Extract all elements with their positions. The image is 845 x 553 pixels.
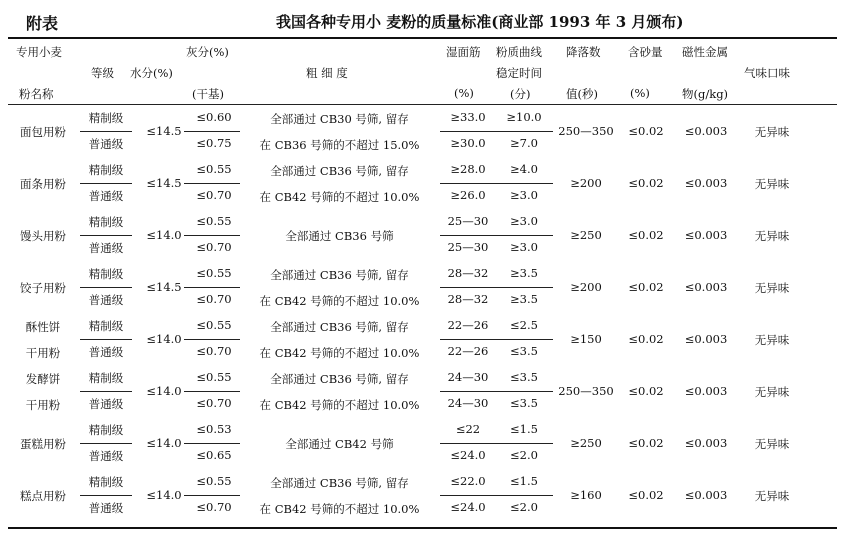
magnetic-metal-value: ≤0.003 [684, 436, 728, 450]
grade-label: 精制级 [88, 215, 124, 229]
odor-value: 无异味 [754, 281, 790, 295]
top-rule [8, 37, 837, 39]
fineness-line1: 全部通过 CB36 号筛, 留存 [270, 268, 409, 282]
header-sand: 含砂量 [628, 45, 663, 59]
wet-gluten-value: ≥28.0 [450, 162, 486, 176]
odor-value: 无异味 [754, 177, 790, 191]
falling-number-value: ≥150 [570, 332, 602, 346]
sand-content-value: ≤0.02 [628, 488, 664, 502]
ash-value: ≤0.70 [196, 240, 232, 254]
wet-gluten-value: 24—30 [447, 370, 489, 384]
gluten-divider [440, 183, 553, 184]
magnetic-metal-value: ≤0.003 [684, 384, 728, 398]
moisture-value: ≤14.0 [146, 436, 182, 450]
wet-gluten-value: ≥33.0 [450, 110, 486, 124]
grade-label: 精制级 [88, 111, 124, 125]
moisture-value: ≤14.5 [146, 280, 182, 294]
falling-number-value: ≥200 [570, 280, 602, 294]
moisture-value: ≤14.5 [146, 176, 182, 190]
header-wet-gluten-unit: (%) [454, 86, 474, 100]
sand-content-value: ≤0.02 [628, 228, 664, 242]
wet-gluten-value: 28—32 [447, 292, 489, 306]
flour-type-name-line2: 干用粉 [25, 346, 61, 360]
grade-divider [80, 131, 132, 132]
magnetic-metal-value: ≤0.003 [684, 280, 728, 294]
ash-value: ≤0.70 [196, 344, 232, 358]
stability-time-value: ≥3.0 [510, 240, 538, 254]
gluten-divider [440, 235, 553, 236]
wet-gluten-value: 25—30 [447, 240, 489, 254]
grade-divider [80, 183, 132, 184]
grade-label: 普通级 [88, 137, 124, 151]
stability-time-value: ≥3.0 [510, 214, 538, 228]
fineness-line1: 全部通过 CB30 号筛, 留存 [270, 112, 409, 126]
stability-time-value: ≥3.5 [510, 292, 538, 306]
ash-divider [184, 287, 240, 288]
ash-value: ≤0.55 [196, 318, 232, 332]
magnetic-metal-value: ≤0.003 [684, 488, 728, 502]
flour-type-name: 面条用粉 [20, 177, 66, 191]
header-grade: 等级 [91, 66, 114, 80]
header-type-line2: 粉名称 [19, 87, 54, 101]
grade-label: 精制级 [88, 163, 124, 177]
grade-label: 精制级 [88, 371, 124, 385]
header-stability-line1: 粉质曲线 [496, 45, 542, 59]
grade-divider [80, 495, 132, 496]
odor-value: 无异味 [754, 125, 790, 139]
bottom-rule [8, 527, 837, 529]
ash-value: ≤0.55 [196, 474, 232, 488]
moisture-value: ≤14.0 [146, 384, 182, 398]
grade-label: 普通级 [88, 241, 124, 255]
falling-number-value: 250—350 [558, 384, 614, 398]
stability-time-value: ≤2.0 [510, 448, 538, 462]
moisture-value: ≤14.5 [146, 124, 182, 138]
falling-number-value: ≥160 [570, 488, 602, 502]
wet-gluten-value: 24—30 [447, 396, 489, 410]
ash-divider [184, 391, 240, 392]
flour-type-name-line2: 干用粉 [25, 398, 61, 412]
fineness-line2: 在 CB36 号筛的不超过 15.0% [259, 138, 420, 152]
moisture-value: ≤14.0 [146, 228, 182, 242]
grade-label: 普通级 [88, 397, 124, 411]
ash-divider [184, 131, 240, 132]
gluten-divider [440, 391, 553, 392]
magnetic-metal-value: ≤0.003 [684, 228, 728, 242]
ash-divider [184, 183, 240, 184]
wet-gluten-value: ≤24.0 [450, 448, 486, 462]
wet-gluten-value: ≥30.0 [450, 136, 486, 150]
ash-value: ≤0.70 [196, 500, 232, 514]
magnetic-metal-value: ≤0.003 [684, 176, 728, 190]
moisture-value: ≤14.0 [146, 332, 182, 346]
gluten-divider [440, 443, 553, 444]
grade-divider [80, 339, 132, 340]
fineness-line2: 在 CB42 号筛的不超过 10.0% [259, 398, 420, 412]
fineness-line1: 全部通过 CB36 号筛, 留存 [270, 320, 409, 334]
header-stability-unit: (分) [510, 87, 531, 101]
falling-number-value: ≥200 [570, 176, 602, 190]
stability-time-value: ≤3.5 [510, 344, 538, 358]
header-ash: 灰分(%) [186, 45, 229, 59]
wet-gluten-value: 22—26 [447, 318, 489, 332]
grade-label: 普通级 [88, 501, 124, 515]
fineness-line2: 在 CB42 号筛的不超过 10.0% [259, 190, 420, 204]
gluten-divider [440, 131, 553, 132]
header-stability-line2: 稳定时间 [496, 66, 542, 80]
ash-value: ≤0.55 [196, 370, 232, 384]
falling-number-value: ≥250 [570, 228, 602, 242]
fineness-line2: 在 CB42 号筛的不超过 10.0% [259, 294, 420, 308]
stability-time-value: ≤3.5 [510, 370, 538, 384]
wet-gluten-value: ≥26.0 [450, 188, 486, 202]
grade-label: 普通级 [88, 189, 124, 203]
flour-type-name: 面包用粉 [20, 125, 66, 139]
sand-content-value: ≤0.02 [628, 436, 664, 450]
grade-label: 精制级 [88, 475, 124, 489]
ash-value: ≤0.75 [196, 136, 232, 150]
stability-time-value: ≤1.5 [510, 422, 538, 436]
moisture-value: ≤14.0 [146, 488, 182, 502]
grade-divider [80, 443, 132, 444]
stability-time-value: ≥3.5 [510, 266, 538, 280]
grade-divider [80, 287, 132, 288]
ash-value: ≤0.55 [196, 162, 232, 176]
falling-number-value: 250—350 [558, 124, 614, 138]
fineness-value: 全部通过 CB36 号筛 [285, 229, 394, 243]
ash-value: ≤0.60 [196, 110, 232, 124]
sand-content-value: ≤0.02 [628, 176, 664, 190]
flour-type-name-line1: 酥性饼 [25, 320, 61, 334]
stability-time-value: ≥3.0 [510, 188, 538, 202]
wet-gluten-value: ≤22 [455, 422, 481, 436]
table-label: 附表 [26, 14, 59, 33]
header-wet-gluten: 湿面筋 [446, 45, 481, 59]
header-moisture: 水分(%) [130, 66, 173, 80]
grade-label: 精制级 [88, 423, 124, 437]
stability-time-value: ≥7.0 [510, 136, 538, 150]
magnetic-metal-value: ≤0.003 [684, 124, 728, 138]
header-fineness: 粗 细 度 [306, 66, 348, 80]
ash-divider [184, 235, 240, 236]
ash-value: ≤0.53 [196, 422, 232, 436]
fineness-line2: 在 CB42 号筛的不超过 10.0% [259, 502, 420, 516]
ash-value: ≤0.70 [196, 292, 232, 306]
fineness-line2: 在 CB42 号筛的不超过 10.0% [259, 346, 420, 360]
grade-divider [80, 235, 132, 236]
flour-type-name: 馒头用粉 [20, 229, 66, 243]
grade-label: 普通级 [88, 293, 124, 307]
header-odor: 气味口味 [744, 66, 790, 80]
wet-gluten-value: 28—32 [447, 266, 489, 280]
header-falling-number-unit: 值(秒) [566, 87, 598, 101]
grade-label: 精制级 [88, 267, 124, 281]
fineness-line1: 全部通过 CB36 号筛, 留存 [270, 164, 409, 178]
wet-gluten-value: ≤22.0 [450, 474, 486, 488]
stability-time-value: ≤2.5 [510, 318, 538, 332]
wet-gluten-value: ≤24.0 [450, 500, 486, 514]
grade-label: 普通级 [88, 449, 124, 463]
flour-type-name: 饺子用粉 [20, 281, 66, 295]
header-falling-number: 降落数 [566, 45, 601, 59]
flour-type-name: 糕点用粉 [20, 489, 66, 503]
grade-label: 普通级 [88, 345, 124, 359]
falling-number-value: ≥250 [570, 436, 602, 450]
header-magnetic-metal: 磁性金属 [682, 45, 728, 59]
ash-value: ≤0.55 [196, 214, 232, 228]
ash-value: ≤0.55 [196, 266, 232, 280]
fineness-value: 全部通过 CB42 号筛 [285, 437, 394, 451]
sand-content-value: ≤0.02 [628, 280, 664, 294]
flour-type-name-line1: 发酵饼 [25, 372, 61, 386]
sand-content-value: ≤0.02 [628, 384, 664, 398]
header-sand-unit: (%) [630, 86, 650, 100]
ash-divider [184, 339, 240, 340]
gluten-divider [440, 339, 553, 340]
magnetic-metal-value: ≤0.003 [684, 332, 728, 346]
flour-type-name: 蛋糕用粉 [20, 437, 66, 451]
header-rule [8, 104, 837, 105]
ash-value: ≤0.70 [196, 188, 232, 202]
fineness-line1: 全部通过 CB36 号筛, 留存 [270, 372, 409, 386]
table-title: 我国各种专用小 麦粉的质量标准(商业部 1993 年 3 月颁布) [276, 13, 684, 31]
wet-gluten-value: 22—26 [447, 344, 489, 358]
stability-time-value: ≤2.0 [510, 500, 538, 514]
header-type-line1: 专用小麦 [16, 45, 62, 59]
wet-gluten-value: 25—30 [447, 214, 489, 228]
odor-value: 无异味 [754, 489, 790, 503]
header-ash-basis: (干基) [192, 87, 224, 101]
odor-value: 无异味 [754, 385, 790, 399]
stability-time-value: ≤3.5 [510, 396, 538, 410]
odor-value: 无异味 [754, 333, 790, 347]
gluten-divider [440, 495, 553, 496]
grade-label: 精制级 [88, 319, 124, 333]
ash-value: ≤0.65 [196, 448, 232, 462]
fineness-line1: 全部通过 CB36 号筛, 留存 [270, 476, 409, 490]
sand-content-value: ≤0.02 [628, 124, 664, 138]
odor-value: 无异味 [754, 437, 790, 451]
ash-value: ≤0.70 [196, 396, 232, 410]
ash-divider [184, 495, 240, 496]
stability-time-value: ≥4.0 [510, 162, 538, 176]
sand-content-value: ≤0.02 [628, 332, 664, 346]
stability-time-value: ≤1.5 [510, 474, 538, 488]
stability-time-value: ≥10.0 [506, 110, 542, 124]
odor-value: 无异味 [754, 229, 790, 243]
ash-divider [184, 443, 240, 444]
header-magnetic-metal-unit: 物(g/kg) [682, 87, 729, 101]
gluten-divider [440, 287, 553, 288]
grade-divider [80, 391, 132, 392]
